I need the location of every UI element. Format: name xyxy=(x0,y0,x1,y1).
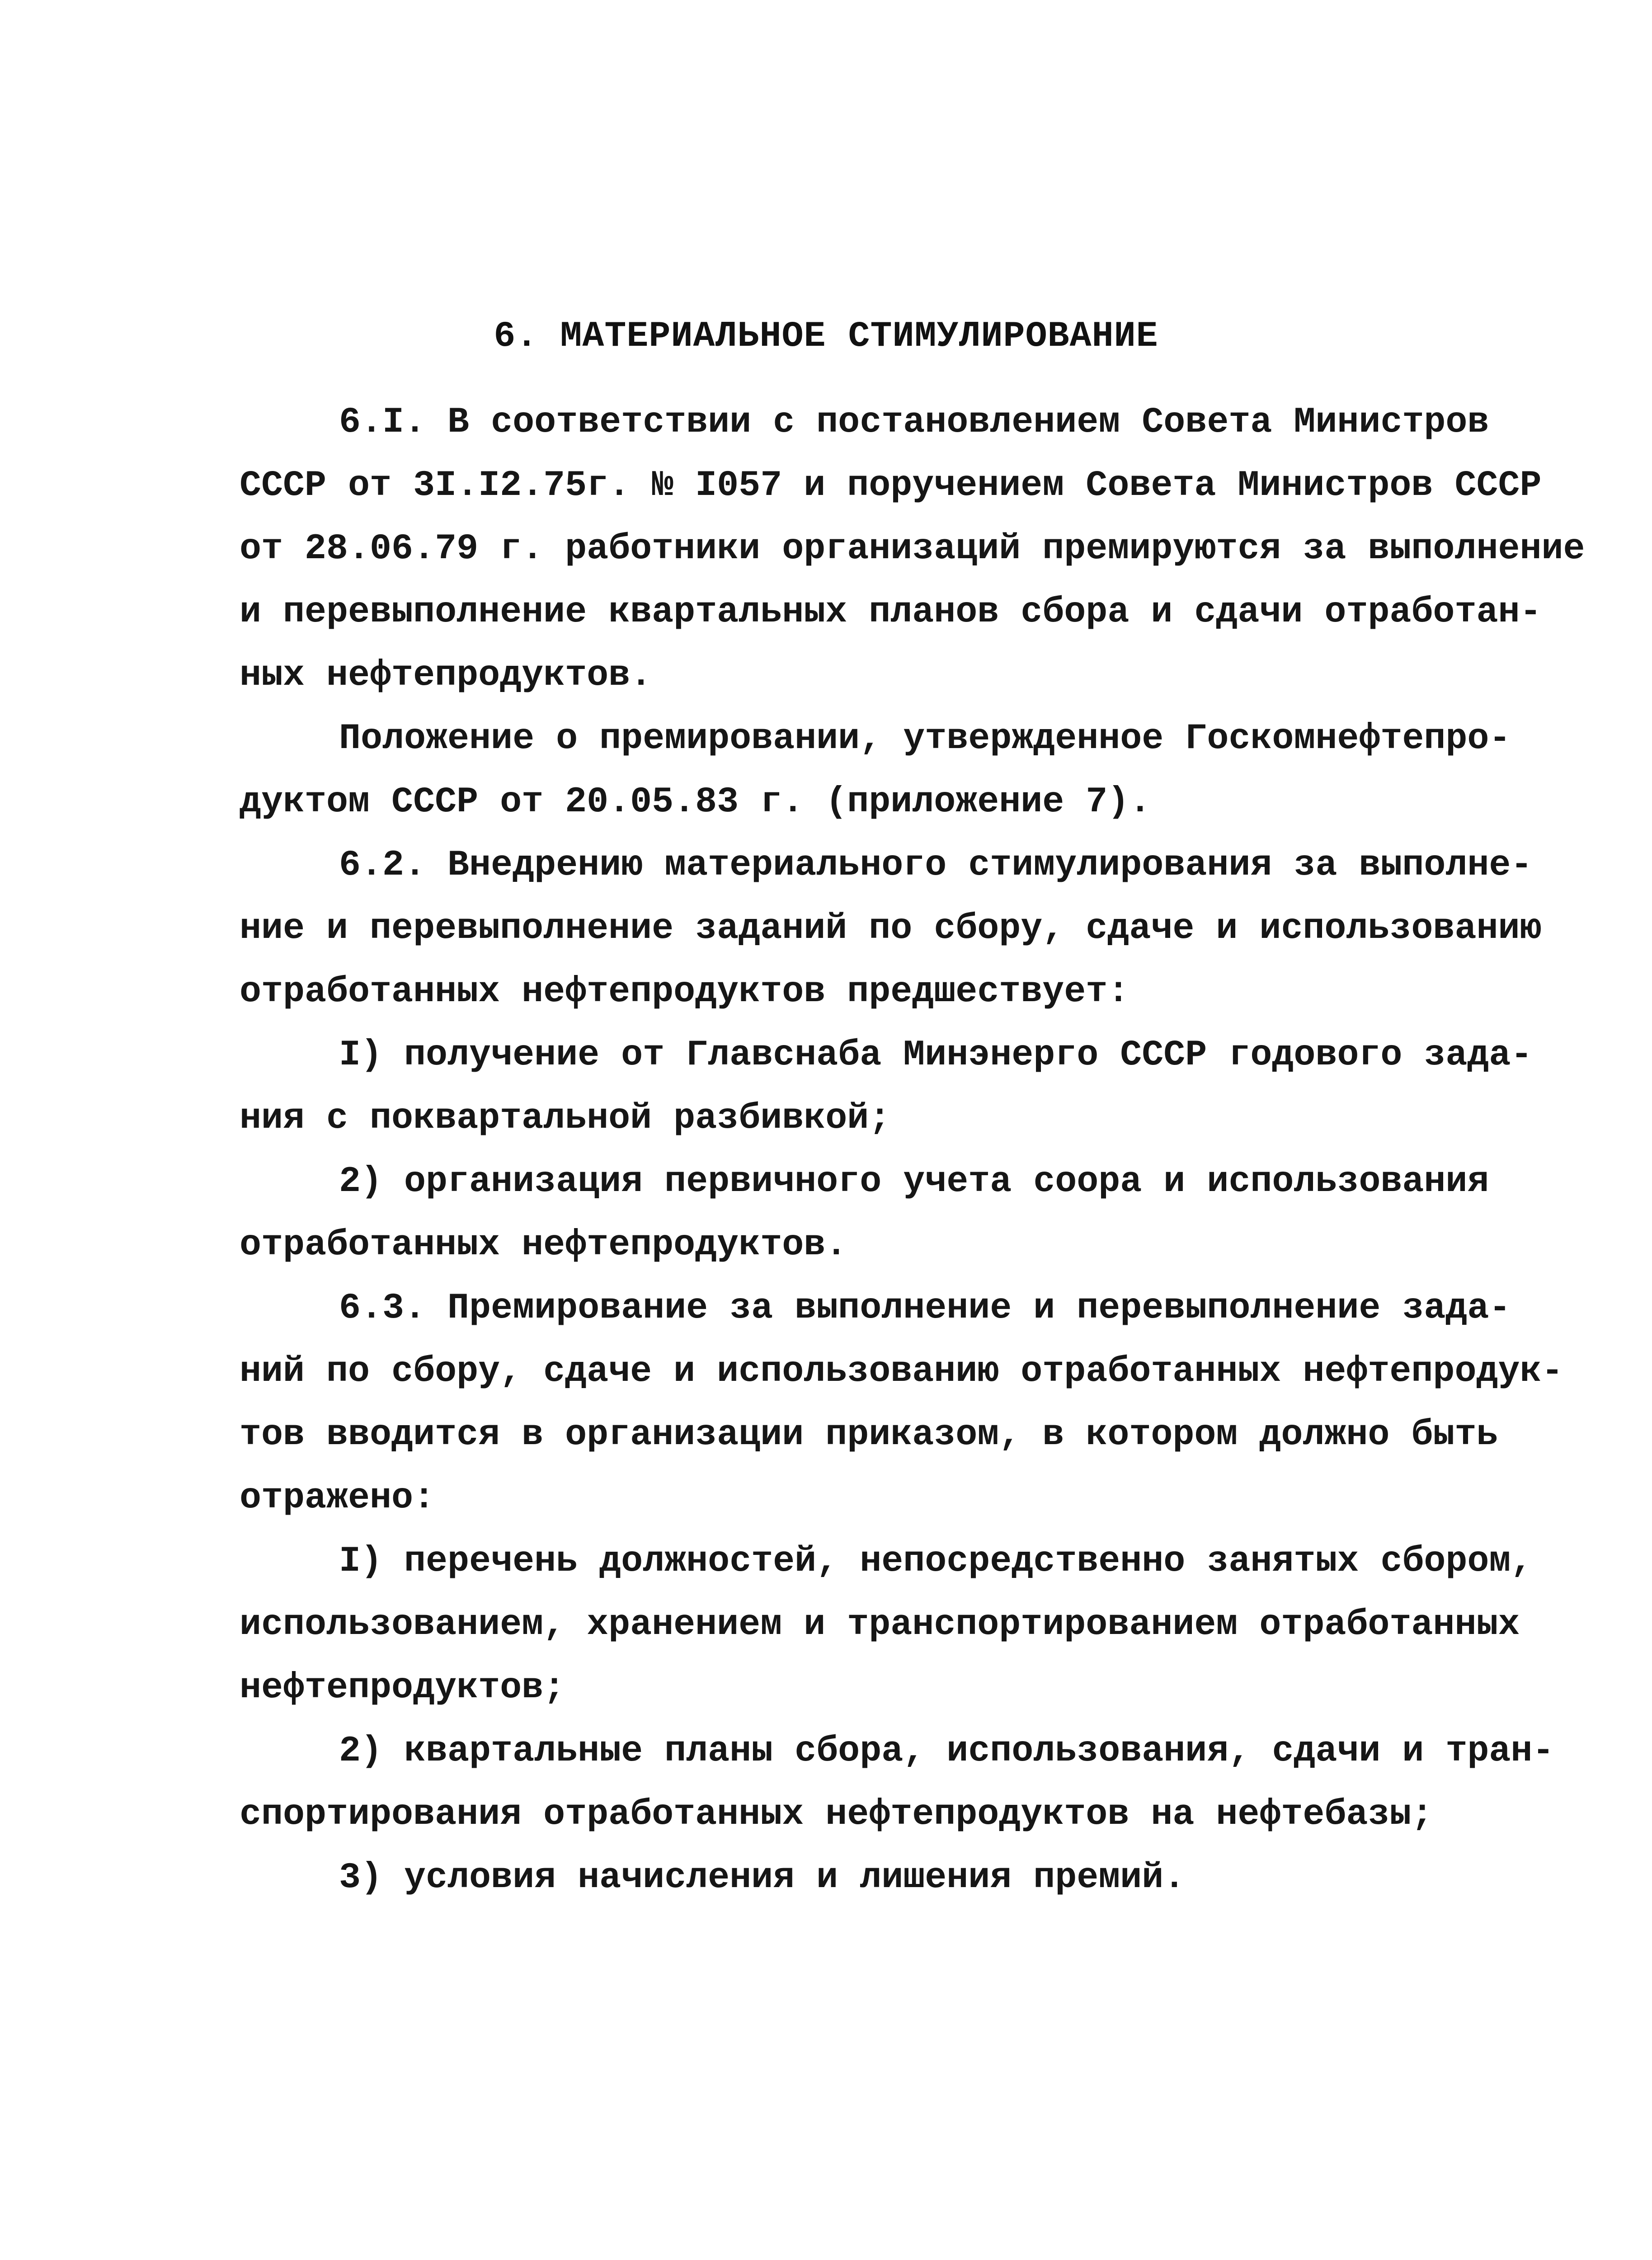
text-line: отражено: xyxy=(240,1478,435,1519)
text-line: 6.I. В соответствии с постановлением Совета Министров xyxy=(339,402,1489,443)
text-line: 6.2. Внедрению материального стимулирования за выполне- xyxy=(339,845,1533,886)
text-line: I) получение от Главснаба Минэнерго СССР годового зада- xyxy=(339,1035,1533,1076)
text-line: дуктом СССР от 20.05.83 г. (приложение 7). xyxy=(240,782,1151,823)
text-line: спортирования отработанных нефтепродуктов на нефтебазы; xyxy=(240,1794,1433,1835)
text-line: 3) условия начисления и лишения премий. xyxy=(339,1857,1186,1898)
text-line: тов вводится в организации приказом, в котором должно быть xyxy=(240,1414,1498,1455)
text-line: ние и перевыполнение заданий по сбору, сдаче и использованию xyxy=(240,908,1542,949)
text-line: ных нефтепродуктов. xyxy=(240,655,652,696)
text-line: использованием, хранением и транспортированием отработанных xyxy=(240,1604,1520,1645)
text-line: нефтепродуктов; xyxy=(240,1667,565,1709)
text-line: и перевыполнение квартальных планов сбора и сдачи отработан- xyxy=(240,592,1542,633)
text-line: от 28.06.79 г. работники организаций премируются за выполнение xyxy=(240,528,1585,570)
text-line: 2) квартальные планы сбора, использования, сдачи и тран- xyxy=(339,1731,1554,1772)
section-heading: 6. МАТЕРИАЛЬНОЕ СТИМУЛИРОВАНИЕ xyxy=(494,316,1158,357)
text-line: 6.3. Премирование за выполнение и перевыполнение зада- xyxy=(339,1288,1511,1329)
text-line: отработанных нефтепродуктов предшествует: xyxy=(240,971,1130,1012)
text-line: ния с поквартальной разбивкой; xyxy=(240,1098,891,1139)
text-line: отработанных нефтепродуктов. xyxy=(240,1224,847,1266)
text-line: I) перечень должностей, непосредственно занятых сбором, xyxy=(339,1541,1533,1582)
text-line: СССР от 3I.I2.75г. № I057 и поручением Совета Министров СССР xyxy=(240,465,1542,506)
text-line: 2) организация первичного учета соора и использования xyxy=(339,1161,1489,1202)
text-line: ний по сбору, сдаче и использованию отработанных нефтепродук- xyxy=(240,1351,1563,1392)
text-line: Положение о премировании, утвержденное Госкомнефтепро- xyxy=(339,718,1511,759)
